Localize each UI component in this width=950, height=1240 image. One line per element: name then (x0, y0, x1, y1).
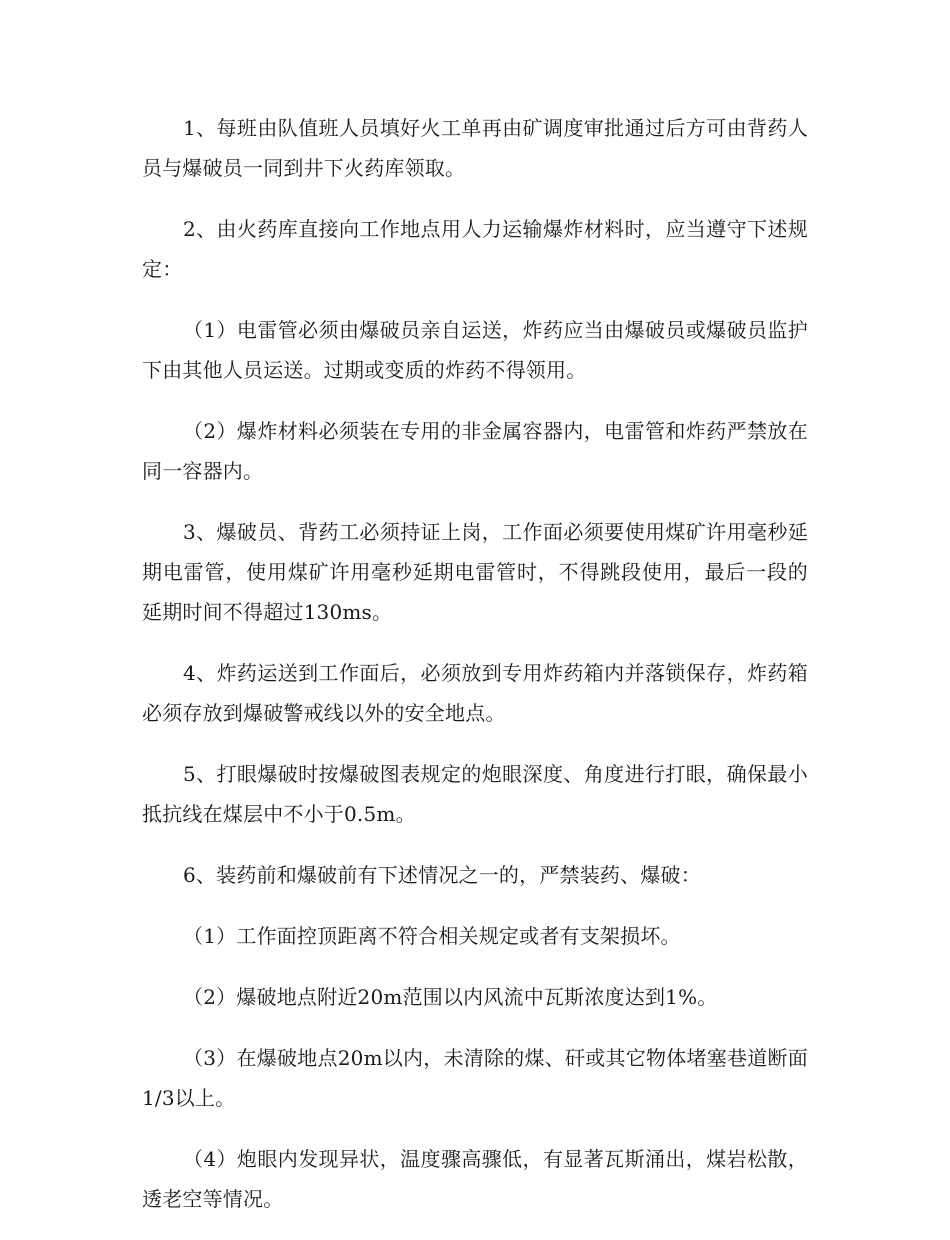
paragraph-6-item-1: （1）工作面控顶距离不符合相关规定或者有支架损坏。 (183, 924, 681, 948)
paragraph-2: 2、由火药库直接向工作地点用人力运输爆炸材料时，应当遵守下述规定： (142, 217, 808, 281)
paragraph-3: 3、爆破员、背药工必须持证上岗，工作面必须要使用煤矿许用毫秒延期电雷管，使用煤矿许用毫秒延期电雷管时，不得跳段使用，最后一段的延期时间不得超过130ms。 (142, 520, 808, 624)
paragraph-2-item-2: （2）爆炸材料必须装在专用的非金属容器内，电雷管和炸药严禁放在同一容器内。 (142, 419, 808, 483)
paragraph-6: 6、装药前和爆破前有下述情况之一的，严禁装药、爆破： (183, 863, 701, 887)
paragraph-2-item-1: （1）电雷管必须由爆破员亲自运送，炸药应当由爆破员或爆破员监护下由其他人员运送。过期或变质的炸药不得领用。 (142, 318, 808, 382)
document-body (142, 108, 808, 1240)
paragraph-5: 5、打眼爆破时按爆破图表规定的炮眼深度、角度进行打眼，确保最小抵抗线在煤层中不小于0.5m。 (142, 762, 808, 826)
paragraph-6-item-2: （2）爆破地点附近20m范围以内风流中瓦斯浓度达到1%。 (183, 985, 718, 1009)
paragraph-6-item-4: （4）炮眼内发现异状，温度骤高骤低，有显著瓦斯涌出，煤岩松散，透老空等情况。 (142, 1147, 808, 1211)
paragraph-4: 4、炸药运送到工作面后，必须放到专用炸药箱内并落锁保存，炸药箱必须存放到爆破警戒线以外的安全地点。 (142, 661, 808, 725)
paragraph-6-item-3: （3）在爆破地点20m以内，未清除的煤、矸或其它物体堵塞巷道断面1/3以上。 (142, 1046, 808, 1110)
paragraph-1: 1、每班由队值班人员填好火工单再由矿调度审批通过后方可由背药人员与爆破员一同到井下火药库领取。 (142, 116, 808, 180)
